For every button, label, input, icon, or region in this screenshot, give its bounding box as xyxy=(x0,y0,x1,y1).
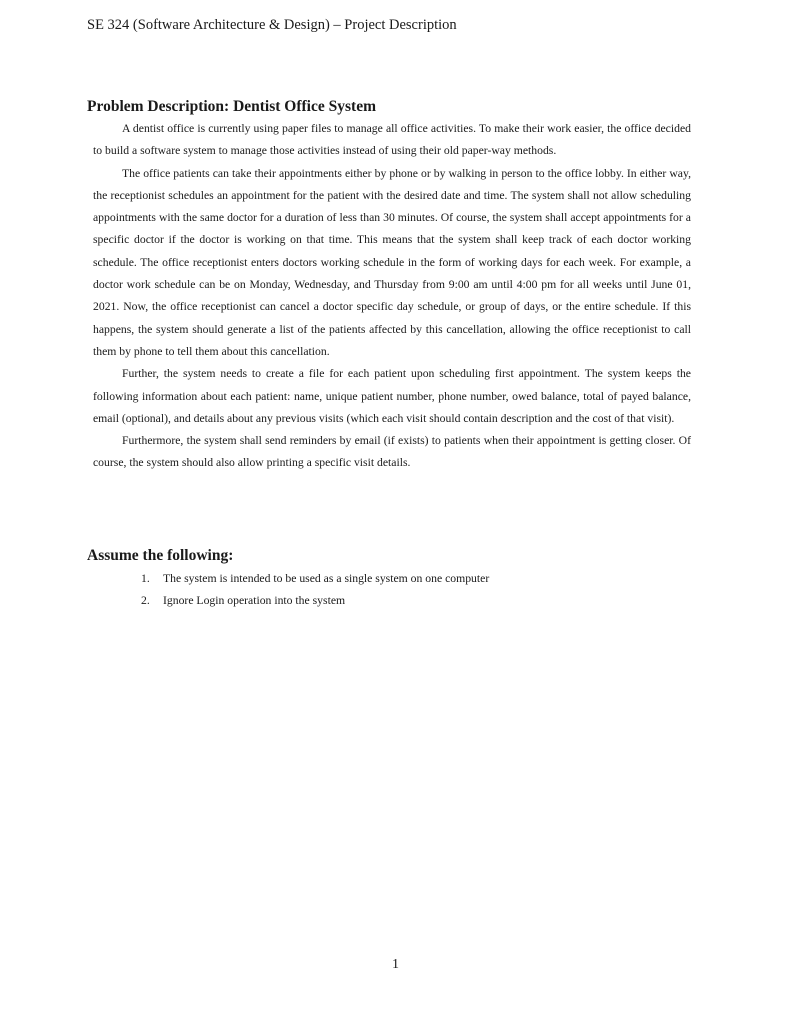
list-item-number: 2. xyxy=(141,594,150,608)
problem-heading: Problem Description: Dentist Office System xyxy=(87,98,376,115)
list-item-number: 1. xyxy=(141,572,150,585)
assumptions-list xyxy=(87,568,691,613)
list-item xyxy=(87,568,691,590)
list-item-text: The system is intended to be used as a single system on one computer xyxy=(163,572,490,585)
paragraph-appointments: The office patients can take their appointments either by phone or by walking in person to the office lobby. In either way, the receptionist schedules an appointment for the patient with the desired date and time. The system shall not allow scheduling appointments with the same doctor for a duration of less than 30 minutes. Of course, the system shall accept appointments for a specific doctor if the doctor is working on that time. This means that the system shall keep track of each doctor working schedule. The office receptionist enters doctors working schedule in the form of working days for each week. For example, a doctor work schedule can be on Monday, Wednesday, and Thursday from 9:00 am until 4:00 pm for all weeks until June 01, 2021. Now, the office receptionist can cancel a doctor specific day schedule, or group of days, or the entire schedule. If this happens, the system should generate a list of the patients affected by this cancellation, allowing the office receptionist to call them by phone to tell them about this cancellation. xyxy=(93,166,691,358)
list-item xyxy=(87,590,691,612)
assumptions-section xyxy=(87,546,691,613)
paragraph-reminders: Furthermore, the system shall send reminders by email (if exists) to patients when their appointment is getting closer. Of course, the system should also allow printing a specific visit details. xyxy=(93,434,691,470)
page-header: SE 324 (Software Architecture & Design) – Project Description xyxy=(87,17,457,33)
paragraph-intro: A dentist office is currently using paper files to manage all office activities. To make their work easier, the office decided to build a software system to manage those activities instead of using their old paper-way methods. xyxy=(93,122,691,158)
page-number: 1 xyxy=(392,957,399,972)
paragraph-patient-file: Further, the system needs to create a file for each patient upon scheduling first appointment. The system keeps the following information about each patient: name, unique patient number, phone number, owed balance, total of payed balance, email (optional), and details about any previous visits (which each visit should contain description and the cost of that visit). xyxy=(93,367,691,425)
problem-section xyxy=(87,97,691,475)
assumptions-heading: Assume the following: xyxy=(87,547,234,564)
list-item-text: Ignore Login operation into the system xyxy=(163,594,346,608)
